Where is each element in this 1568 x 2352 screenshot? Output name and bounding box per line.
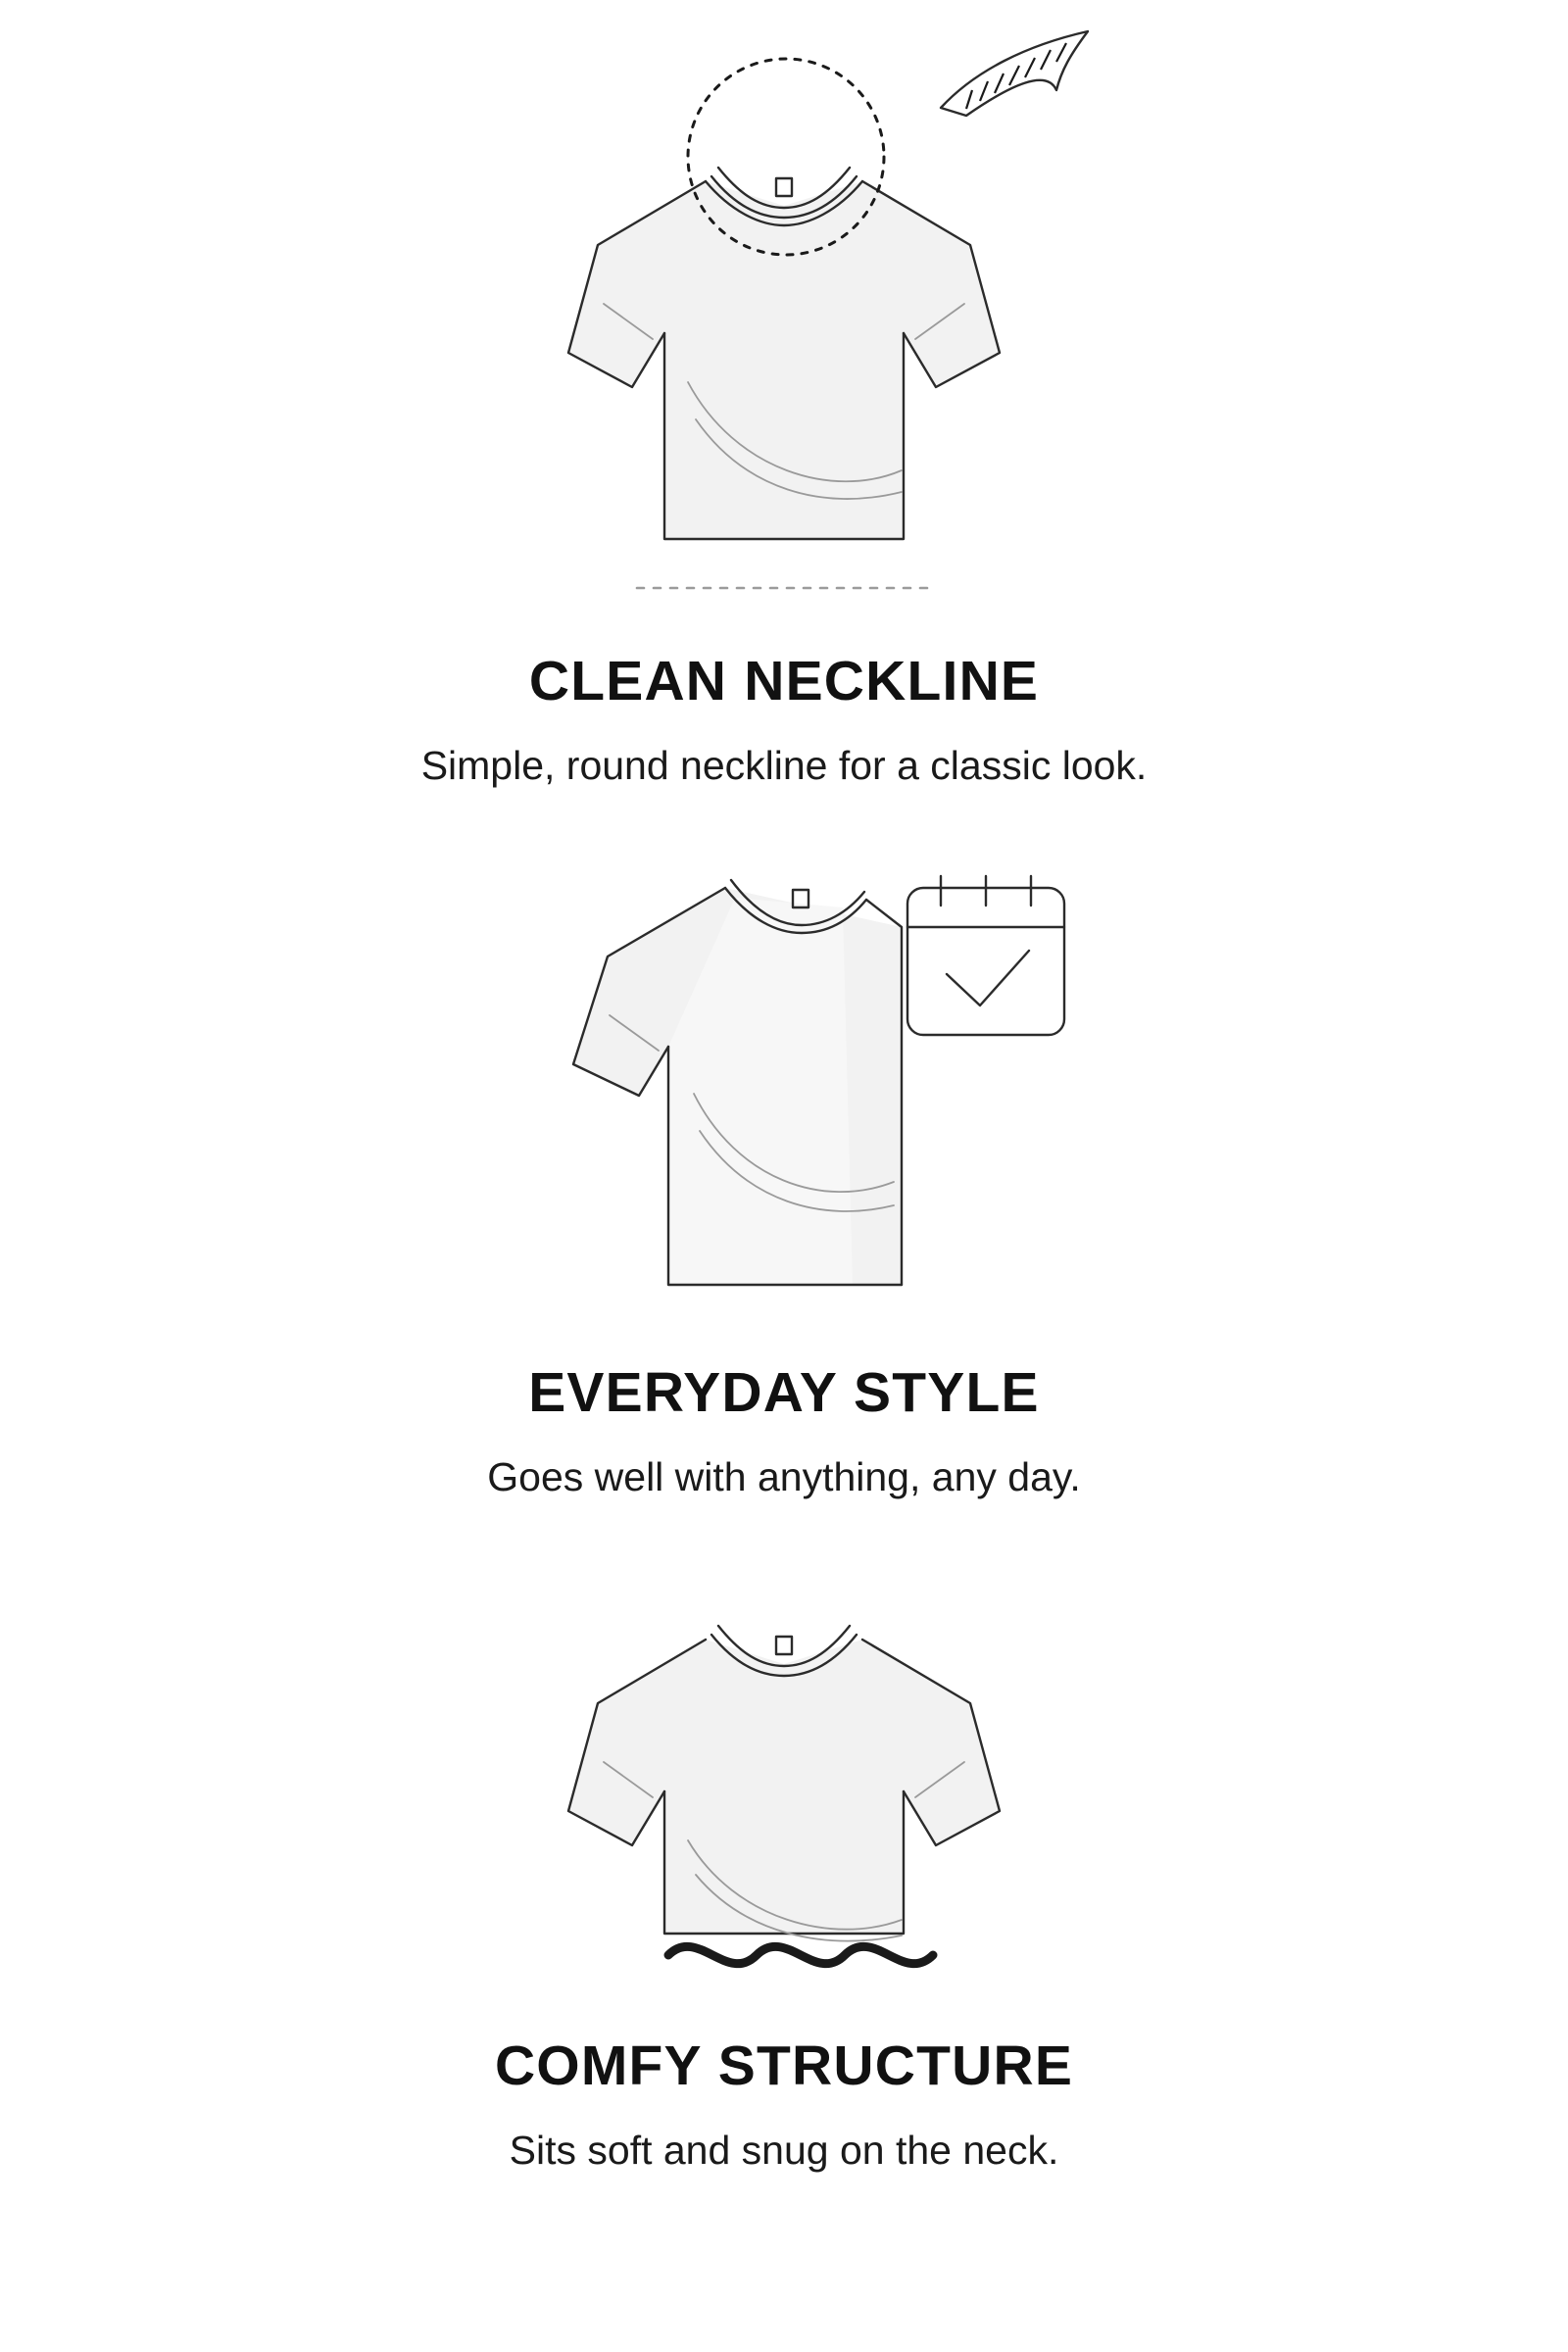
tshirt-front-icon <box>412 10 1156 617</box>
feature-headline: CLEAN NECKLINE <box>528 650 1040 712</box>
feature-illustration-clean-neckline <box>0 10 1568 617</box>
feature-block-everyday-style <box>0 868 1568 1610</box>
feature-headline: COMFY STRUCTURE <box>494 2034 1074 2098</box>
feature-block-comfy-structure <box>0 1610 1568 2352</box>
feature-subline: Goes well with anything, any day. <box>487 1454 1081 1500</box>
feature-subline: Simple, round neckline for a classic look. <box>420 742 1148 788</box>
feature-illustration-everyday-style <box>0 868 1568 1329</box>
hatched-arrow-icon <box>941 31 1088 116</box>
tshirt-angled-icon <box>412 868 1156 1329</box>
feature-subline: Sits soft and snug on the neck. <box>509 2127 1059 2173</box>
feature-block-clean-neckline <box>0 10 1568 868</box>
calendar-check-icon <box>907 876 1064 1035</box>
tshirt-front-icon <box>412 1610 1156 2002</box>
wavy-underline-icon <box>668 1946 933 1963</box>
feature-headline: EVERYDAY STYLE <box>528 1361 1040 1425</box>
feature-illustration-comfy-structure <box>0 1610 1568 2002</box>
